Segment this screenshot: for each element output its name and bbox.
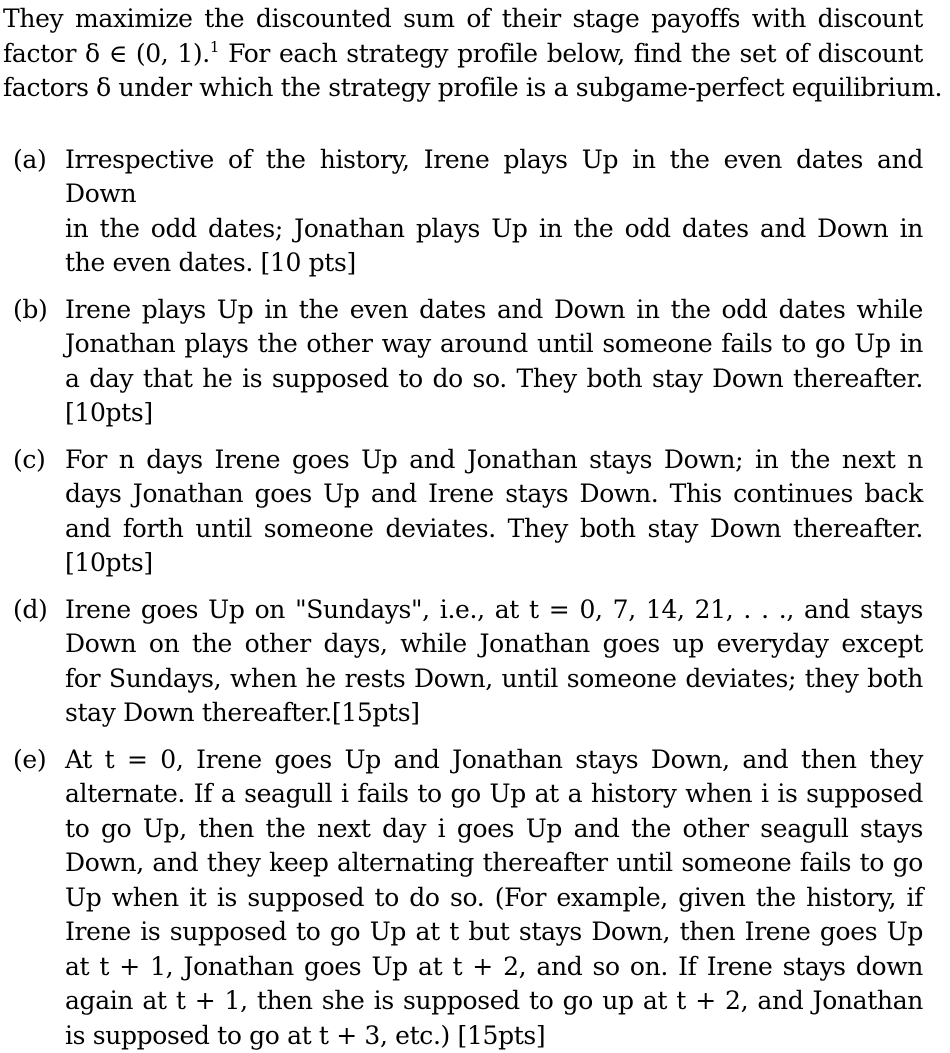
item-line: for Sundays, when he rests Down, until someone deviates; they both bbox=[65, 662, 923, 697]
item-line: a day that he is supposed to do so. They both stay Down thereafter. bbox=[65, 362, 923, 397]
intro-line-2-end: For each strategy profile below, find the set of discount bbox=[219, 39, 923, 68]
item-label: (a) bbox=[13, 143, 63, 178]
item-line: Jonathan plays the other way around until someone fails to go Up in bbox=[65, 327, 923, 362]
item-line: [10pts] bbox=[65, 396, 923, 431]
item-line: again at t + 1, then she is supposed to go up at t + 2, and Jonathan bbox=[65, 984, 923, 1019]
intro-line-2 bbox=[3, 37, 923, 72]
question-item-d bbox=[3, 593, 923, 731]
item-line: Down on the other days, while Jonathan goes up everyday except bbox=[65, 627, 923, 662]
item-line: Irene goes Up on "Sundays", i.e., at t = 0, 7, 14, 21, . . ., and stays bbox=[65, 593, 923, 628]
item-line: At t = 0, Irene goes Up and Jonathan stays Down, and then they bbox=[65, 743, 923, 778]
item-label: (b) bbox=[13, 293, 63, 328]
item-label: (e) bbox=[13, 743, 63, 778]
footnote-marker: 1 bbox=[210, 38, 219, 56]
document-page bbox=[3, 2, 923, 1053]
item-line: Up when it is supposed to do so. (For example, given the history, if bbox=[65, 881, 923, 916]
intro-line-1: They maximize the discounted sum of their stage payoffs with discount bbox=[3, 2, 923, 37]
item-line: days Jonathan goes Up and Irene stays Down. This continues back bbox=[65, 477, 923, 512]
question-item-a bbox=[3, 143, 923, 281]
item-line: is supposed to go at t + 3, etc.) [15pts] bbox=[65, 1019, 923, 1053]
item-line: Irene is supposed to go Up at t but stays Down, then Irene goes Up bbox=[65, 915, 923, 950]
item-line: in the odd dates; Jonathan plays Up in the odd dates and Down in bbox=[65, 212, 923, 247]
question-item-c bbox=[3, 443, 923, 581]
intro-paragraph bbox=[3, 2, 923, 106]
item-line: to go Up, then the next day i goes Up and the other seagull stays bbox=[65, 812, 923, 847]
intro-line-2-start: factor δ ∈ (0, 1). bbox=[3, 39, 210, 68]
item-label: (c) bbox=[13, 443, 63, 478]
item-line: Down, and they keep alternating thereafter until someone fails to go bbox=[65, 846, 923, 881]
question-item-b bbox=[3, 293, 923, 431]
item-label: (d) bbox=[13, 593, 63, 628]
item-line: alternate. If a seagull i fails to go Up at a history when i is supposed bbox=[65, 777, 923, 812]
item-line: the even dates. [10 pts] bbox=[65, 246, 923, 281]
question-list bbox=[3, 143, 923, 1053]
question-item-e bbox=[3, 743, 923, 1053]
item-line: Irene plays Up in the even dates and Down in the odd dates while bbox=[65, 293, 923, 328]
item-line: Irrespective of the history, Irene plays Up in the even dates and Down bbox=[65, 143, 923, 212]
intro-line-3: factors δ under which the strategy profile is a subgame-perfect equilibrium. bbox=[3, 71, 923, 106]
item-line: and forth until someone deviates. They both stay Down thereafter. bbox=[65, 512, 923, 547]
item-line: stay Down thereafter.[15pts] bbox=[65, 696, 923, 731]
item-line: For n days Irene goes Up and Jonathan stays Down; in the next n bbox=[65, 443, 923, 478]
item-line: [10pts] bbox=[65, 546, 923, 581]
item-line: at t + 1, Jonathan goes Up at t + 2, and so on. If Irene stays down bbox=[65, 950, 923, 985]
